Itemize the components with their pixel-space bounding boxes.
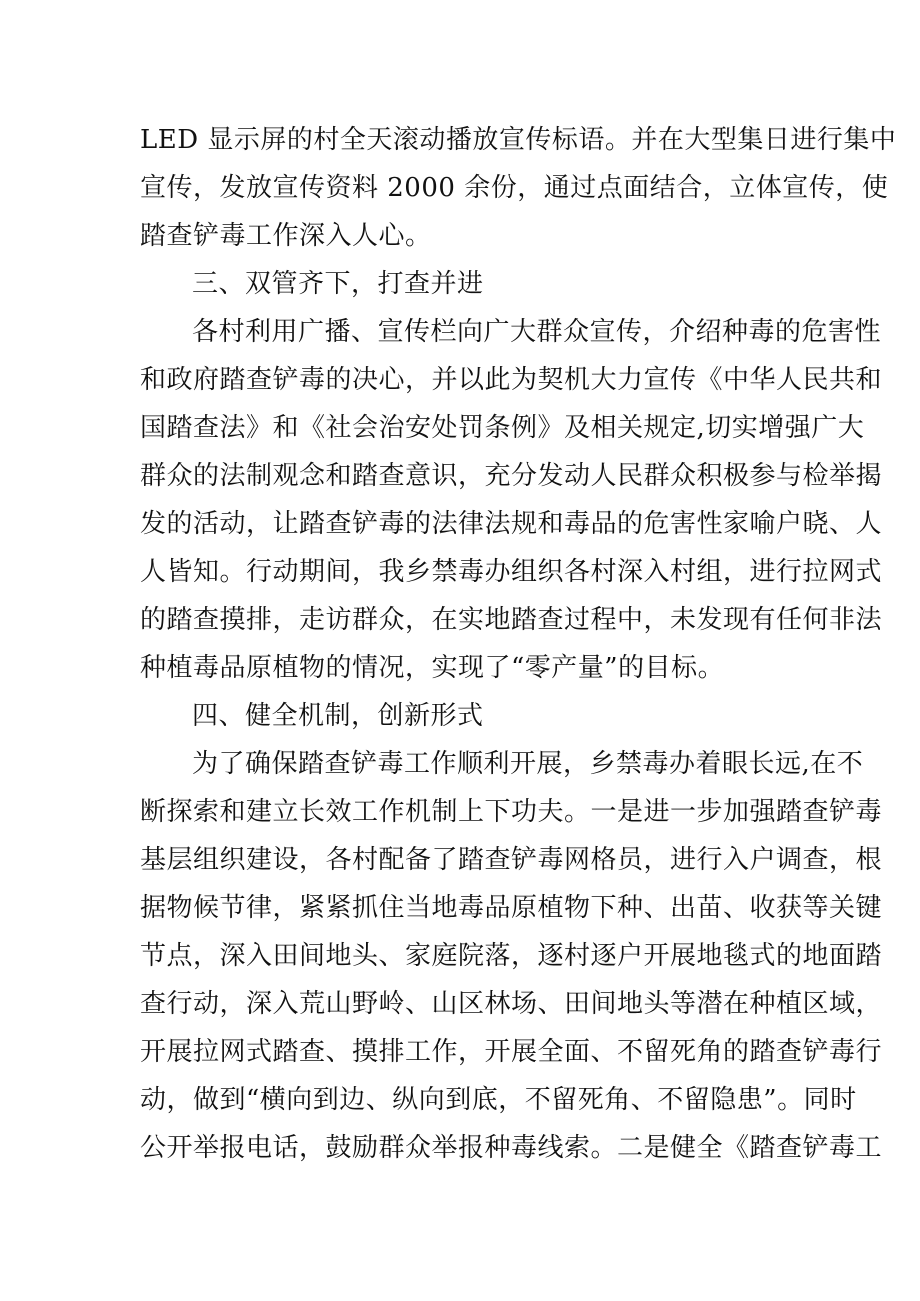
paragraph-2-line-4: 群众的法制观念和踏查意识，充分发动人民群众积极参与检举揭 xyxy=(140,461,883,491)
paragraph-3-line-4: 据物候节律，紧紧抓住当地毒品原植物下种、出苗、收获等关键 xyxy=(140,893,883,923)
paragraph-3-line-6: 查行动，深入荒山野岭、山区林场、田间地头等潜在种植区域， xyxy=(140,989,883,1019)
paragraph-3-line-7: 开展拉网式踏查、摸排工作，开展全面、不留死角的踏查铲毒行 xyxy=(140,1037,883,1067)
section-heading-3: 三、双管齐下，打查并进 xyxy=(192,269,484,299)
paragraph-3-line-5: 节点，深入田间地头、家庭院落，逐村逐户开展地毯式的地面踏 xyxy=(140,941,883,971)
paragraph-2-line-6: 人皆知。行动期间，我乡禁毒办组织各村深入村组，进行拉网式 xyxy=(140,557,883,587)
paragraph-1-line-1: LED 显示屏的村全天滚动播放宣传标语。并在大型集日进行集中 xyxy=(140,125,897,155)
paragraph-1-line-3: 踏查铲毒工作深入人心。 xyxy=(140,221,432,251)
paragraph-3-line-2: 断探索和建立长效工作机制上下功夫。一是进一步加强踏查铲毒 xyxy=(140,797,883,827)
paragraph-2-line-8: 种植毒品原植物的情况，实现了“零产量”的目标。 xyxy=(140,653,725,683)
paragraph-3-line-9: 公开举报电话，鼓励群众举报种毒线索。二是健全《踏查铲毒工 xyxy=(140,1133,883,1163)
paragraph-3-line-3: 基层组织建设，各村配备了踏查铲毒网格员，进行入户调查，根 xyxy=(140,845,883,875)
paragraph-2-line-1: 各村利用广播、宣传栏向广大群众宣传，介绍种毒的危害性 xyxy=(192,317,882,347)
paragraph-3-line-8: 动，做到“横向到边、纵向到底，不留死角、不留隐患”。同时 xyxy=(140,1085,857,1115)
paragraph-2-line-7: 的踏查摸排，走访群众，在实地踏查过程中，未发现有任何非法 xyxy=(140,605,883,635)
paragraph-2-line-5: 发的活动，让踏查铲毒的法律法规和毒品的危害性家喻户晓、人 xyxy=(140,509,883,539)
paragraph-2-line-3: 国踏查法》和《社会治安处罚条例》及相关规定,切实增强广大 xyxy=(140,413,865,443)
paragraph-1-line-2: 宣传，发放宣传资料 2000 余份，通过点面结合，立体宣传，使 xyxy=(140,173,889,203)
section-heading-4: 四、健全机制，创新形式 xyxy=(192,701,484,731)
paragraph-3-line-1: 为了确保踏查铲毒工作顺利开展，乡禁毒办着眼长远,在不 xyxy=(192,749,864,779)
paragraph-2-line-2: 和政府踏查铲毒的决心，并以此为契机大力宣传《中华人民共和 xyxy=(140,365,883,395)
